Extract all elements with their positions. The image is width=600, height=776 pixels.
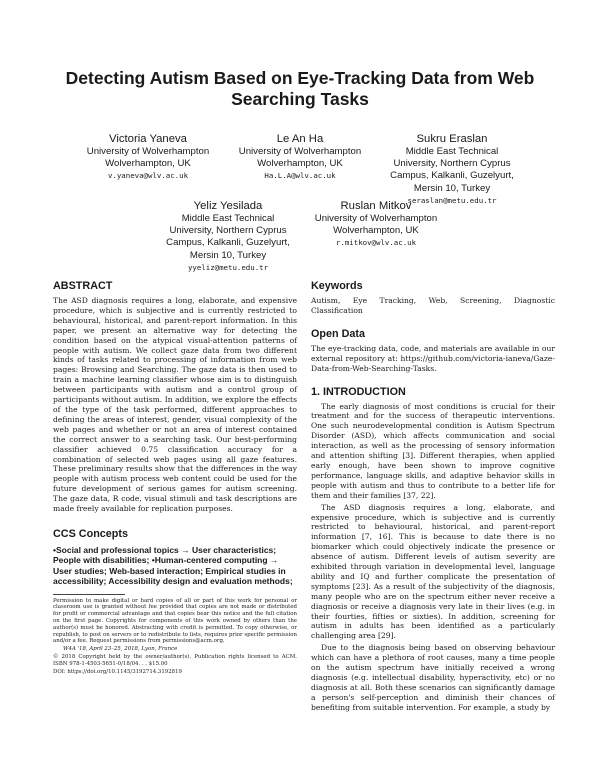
- author-name: Ruslan Mitkov: [340, 200, 412, 212]
- ccs-heading: CCS Concepts: [53, 527, 128, 540]
- conference-venue: W4A '18, April 23–25, 2018, Lyon, France: [63, 646, 178, 653]
- abstract-text: The ASD diagnosis requires a long, elaborate, and expensive procedure, which is subjective and is currently restricted to behavioural, historical, and parent-report information. In this paper, we present an alternative way for detecting the condition based on the atypical visual-attention patterns of people with autism. We collect gaze data from two different kinds of tasks related to processing of information from web pages: Browsing and Searching. The gaze data is then used to train a machine learning classifier whose aim is to distinguish between participants with autism and a control group of participants without autism. In addition, we explore the effects of the type of the task performed, different approaches to defining the areas of interest, gender, visual complexity of the web pages and whether or not an area of interest contained the correct answer to a searching task. Our best-performing classifier achieved 0.75 classification accuracy for a combination of selected web pages using all gaze features. These preliminary results show that the differences in the way people with autism process web content could be used for the future development of serious games for autism screening. The gaze data, R code, visual stimuli and task descriptions are made freely available for replication purposes.: [53, 296, 297, 514]
- author-affiliation-line: Wolverhampton, UK: [333, 225, 419, 237]
- author-affiliation-line: University of Wolverhampton: [314, 213, 438, 224]
- footnote-rule: [53, 594, 125, 595]
- author-affiliation-line: University of Wolverhampton: [86, 146, 210, 157]
- permission-notice: Permission to make digital or hard copies of all or part of this work for personal or classroom use is granted without fee provided that copies are not made or distributed for profit or commercial advantage and that copies bear this notice and the full citation on the first page. Copyrights for components of this work owned by others than the author(s) must be honored. Abstracting with credit is permitted. To copy otherwise, or republish, to post on servers or to redistribute to lists, requires prior specific permission and/or a fee. Request permissions from permissions@acm.org.: [53, 597, 297, 645]
- doi-link[interactable]: DOI: https://doi.org/10.1145/3192714.3192819: [53, 668, 182, 675]
- ccs-concepts: •Social and professional topics → User characteristics; People with disabilities; •Human-centered computing → User studies; Web-based interaction; Empirical studies in accessibility; Accessibility design and evaluation methods;: [53, 544, 293, 587]
- author-block: [366, 132, 538, 207]
- author-email: yyeliz@metu.edu.tr: [187, 262, 269, 272]
- author-affiliation-line: Middle East Technical: [181, 213, 275, 224]
- author-affiliation-line: Campus, Kalkanli, Guzelyurt,: [390, 170, 514, 182]
- intro-paragraph: Due to the diagnosis being based on observing behaviour which can have a plethora of root causes, many a time people on the autism spectrum have initially received a wrong diagnosis (e.g. intellectual disability, hyperactivity, etc) or no diagnosis at all. Both these scenarios can significantly damage a person's self-perception and diminish their chances of benefiting from suitable intervention. For example, a study by: [311, 643, 555, 712]
- author-name: Le An Ha: [276, 133, 324, 145]
- right-column: [311, 280, 555, 713]
- open-data-text: The eye-tracking data, code, and materials are available in our external repository at: https://github.com/victoria-ianeva/Gaze-Data-from-Web-Searching-Tasks.: [311, 343, 555, 373]
- author-affiliation-line: Mersin 10, Turkey: [413, 182, 491, 194]
- open-data-heading: Open Data: [311, 327, 365, 340]
- keywords-text: Autism, Eye Tracking, Web, Screening, Diagnostic Classification: [311, 296, 555, 315]
- author-affiliation-line: Middle East Technical: [405, 146, 499, 157]
- author-email: Ha.L.A@wlv.ac.uk: [264, 171, 336, 181]
- author-name: Sukru Eraslan: [416, 133, 488, 145]
- author-block: [62, 132, 234, 182]
- author-block: [142, 199, 314, 274]
- intro-paragraph: The early diagnosis of most conditions is crucial for their treatment and for the success of therapeutic interventions. One such neurodevelopmental condition is Autism Spectrum Disorder (ASD), which affects communication and social interaction, as well as the processing of sensory information and attention shifting [3]. Different therapies, when applied early enough, have been shown to improve cognitive performance, language skills, and adaptive behavior skills in people with autism and thus to contribute to a better life for them and their families [37, 22].: [311, 401, 555, 500]
- paper-title: Detecting Autism Based on Eye-Tracking Data from Web Searching Tasks: [65, 68, 535, 109]
- author-email: seraslan@metu.edu.tr: [407, 195, 497, 205]
- copyright-notice: © 2018 Copyright held by the owner/author(s). Publication rights licensed to ACM. ISBN 978-1-4503-5651-0/18/04. . . $15.00: [53, 653, 297, 667]
- author-affiliation-line: Campus, Kalkanli, Guzelyurt,: [166, 237, 290, 249]
- author-block: [290, 199, 462, 249]
- author-affiliation-line: Wolverhampton, UK: [257, 158, 343, 170]
- keywords-heading: Keywords: [311, 280, 363, 292]
- author-affiliation-line: University of Wolverhampton: [238, 146, 362, 157]
- introduction-heading: 1. INTRODUCTION: [311, 385, 406, 398]
- author-name: Yeliz Yesilada: [193, 200, 263, 212]
- author-affiliation-line: Mersin 10, Turkey: [189, 249, 267, 261]
- author-email: v.yaneva@wlv.ac.uk: [107, 171, 189, 181]
- author-affiliation-line: Wolverhampton, UK: [105, 158, 191, 170]
- author-affiliation-line: University, Northern Cyprus: [169, 225, 287, 237]
- author-name: Victoria Yaneva: [109, 133, 187, 145]
- left-column: [53, 280, 297, 675]
- abstract-heading: ABSTRACT: [53, 280, 113, 292]
- author-affiliation-line: University, Northern Cyprus: [393, 158, 511, 170]
- author-block: [214, 132, 386, 182]
- intro-paragraph: The ASD diagnosis requires a long, elaborate, and expensive procedure, which is subjective and is currently restricted to behavioural, historical, and parent-report information [7, 16]. This is because to date there is no biomarker which could objectively indicate the presence or absence of autism. Different levels of autism severity are exhibited through variation in developmental level, language ability and IQ and further complicate the presentation of symptoms [23]. As a result of the subjectivity of the diagnosis, many people who are on the spectrum either never receive a diagnosis or receive a diagnosis very late in their lives (e.g. in their fourties, fifties or sixties). In addition, screening for autism in adults has been identified as a particularly challenging area [29].: [311, 502, 555, 641]
- author-email: r.mitkov@wlv.ac.uk: [335, 238, 417, 248]
